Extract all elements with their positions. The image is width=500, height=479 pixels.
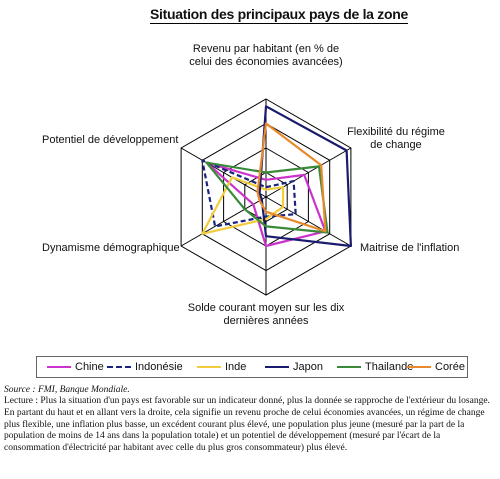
axis-label-inflation: Maitrise de l'inflation [360,242,460,254]
axis-label-demographie: Dynamisme démographique [42,242,180,254]
chart-source: Source : FMI, Banque Mondiale. [4,385,130,395]
legend-item-thailande [337,361,413,374]
legend-label: Japon [293,361,323,373]
legend-swatch [337,366,361,368]
chart-title: Situation des principaux pays de la zone [150,6,408,22]
legend-item-japon [265,361,323,374]
reading-note: Lecture : Plus la situation d'un pays est favorable sur un indicateur donné, plus la donnée se rapproche de l'extérieur du losange. En partant du haut et en allant vers la droite, cela signifie un revenu proche de celui économies avancées, un régime de change plus flexible, une inflation plus basse, un excédent courant plus élevé, une population plus jeune (mesuré par la part de la population de moins de 14 ans dans la population totale) et un potentiel de développement (mesuré par l'écart de la consommation d'électricité par habitant avec celle du plus gros consommateur) plus élevé. [4,396,490,454]
legend-label: Inde [225,361,247,373]
legend-swatch [407,366,431,368]
legend-item-indonesie [107,361,183,374]
legend-swatch [107,366,131,368]
legend-label: Thailande [365,361,414,373]
axis-label-potentiel: Potentiel de développement [42,134,179,146]
legend-item-inde [197,361,246,374]
legend-swatch [265,366,289,368]
legend-label: Indonésie [135,361,183,373]
legend-swatch [197,366,221,368]
radar-series [202,106,351,246]
legend-label: Corée [435,361,465,373]
axis-label-revenu: Revenu par habitant (en % de celui des économies avancées) [189,43,343,68]
legend-swatch [47,366,71,368]
axis-label-solde-courant: Solde courant moyen sur les dix dernières années [187,302,345,327]
legend-item-chine [47,361,104,374]
legend-item-coree [407,361,465,374]
axis-label-flexibilite: Flexibilité du régime de change [347,126,445,151]
legend-label: Chine [75,361,104,373]
chart-legend [36,356,468,378]
